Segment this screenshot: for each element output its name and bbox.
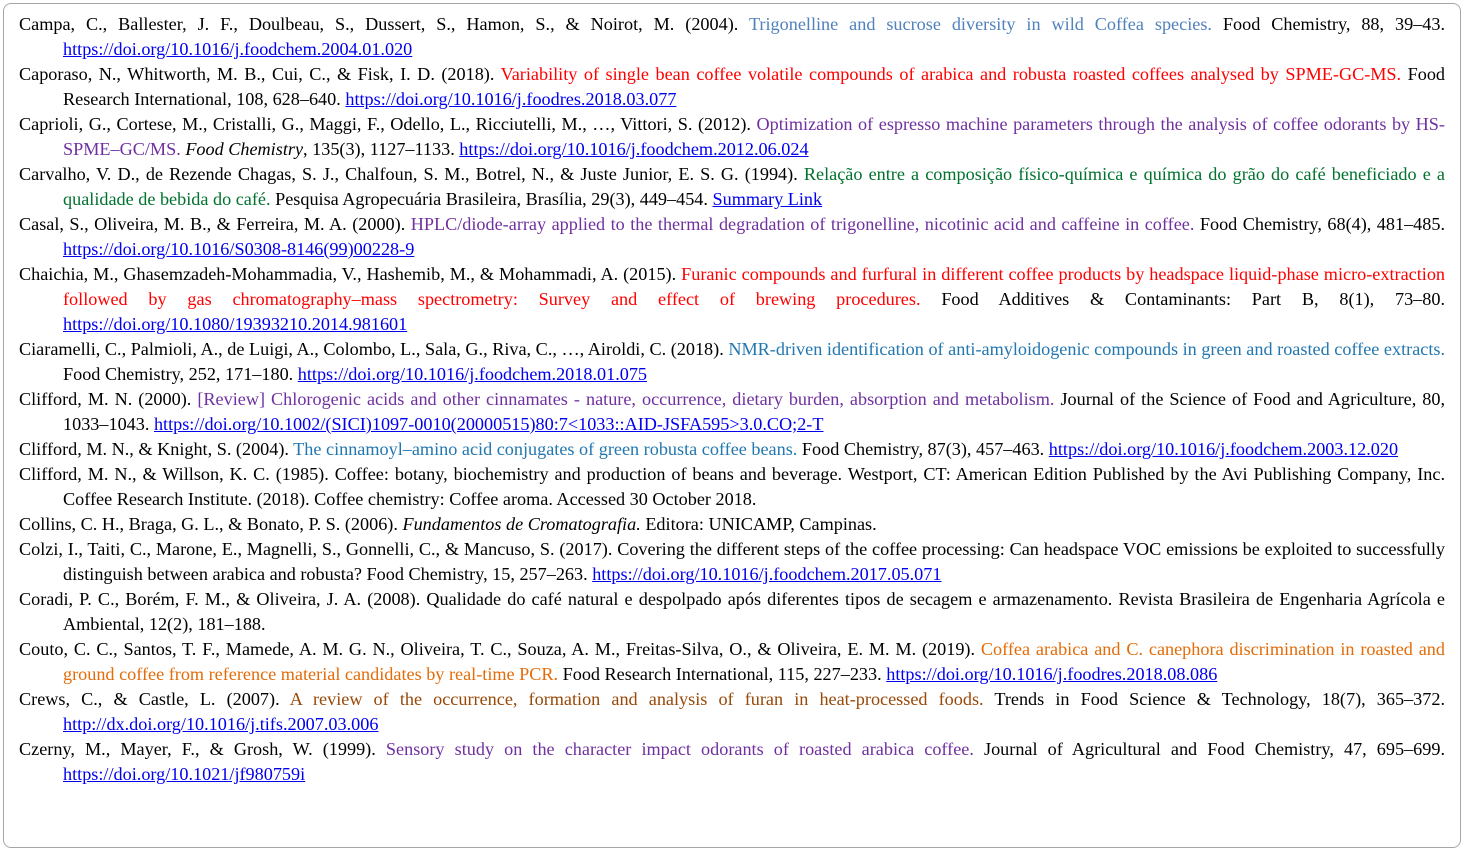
ref-title: [Review] Chlorogenic acids and other cinnamates - nature, occurrence, dietary burden, absorption and metabolism. (197, 389, 1055, 409)
ref-source: , 135(3), 1127–1133. (303, 139, 455, 159)
ref-source: Trends in Food Science & Technology, 18(7), 365–372. (994, 689, 1445, 709)
reference-carvalho-1994 (19, 162, 1445, 212)
ref-text: Colzi, I., Taiti, C., Marone, E., Magnelli, S., Gonnelli, C., & Mancuso, S. (2017). Covering the different steps of the coffee processing: Can headspace VOC emissions be exploited to successfully distinguish between arabica and robusta? Food Chemistry, 15, 257–263. (19, 539, 1445, 584)
doi-link[interactable]: https://doi.org/10.1080/19393210.2014.981601 (63, 314, 408, 334)
reference-clifford-knight-2004 (19, 437, 1445, 462)
ref-title: Coffea arabica and C. canephora discrimination in roasted and ground coffee from reference material candidates by real-time PCR. (63, 639, 1445, 684)
ref-title: NMR-driven identification of anti-amyloidogenic compounds in green and roasted coffee extracts. (728, 339, 1446, 359)
reference-campa-2004 (19, 12, 1445, 62)
ref-title: Optimization of espresso machine parameters through the analysis of coffee odorants by HS-SPME–GC/MS. (63, 114, 1445, 159)
ref-source: Food Chemistry, 87(3), 457–463. (801, 439, 1045, 459)
reference-ciaramelli-2018 (19, 337, 1445, 387)
reference-clifford-2000 (19, 387, 1445, 437)
ref-source: Journal of Agricultural and Food Chemistry, 47, 695–699. (984, 739, 1446, 759)
reference-caporaso-2018 (19, 62, 1445, 112)
ref-source: Food Research International, 115, 227–233. (562, 664, 882, 684)
doi-link[interactable]: http://dx.doi.org/10.1016/j.tifs.2007.03.006 (63, 714, 379, 734)
ref-authors: Carvalho, V. D., de Rezende Chagas, S. J., Chalfoun, S. M., Botrel, N., & Juste Junior, E. S. G. (1994). (19, 164, 798, 184)
reference-casal-2000 (19, 212, 1445, 262)
reference-colzi-2017 (19, 537, 1445, 587)
ref-source: Journal of the Science of Food and Agriculture, 80, 1033–1043. (63, 389, 1446, 434)
reference-list (19, 12, 1445, 787)
doi-link[interactable]: https://doi.org/10.1016/j.foodchem.2012.06.024 (459, 139, 809, 159)
ref-title: HPLC/diode-array applied to the thermal degradation of trigonelline, nicotinic acid and caffeine in coffee. (410, 214, 1195, 234)
ref-authors: Czerny, M., Mayer, F., & Grosh, W. (1999). (19, 739, 376, 759)
summary-link[interactable]: Summary Link (712, 189, 823, 209)
ref-title: The cinnamoyl–amino acid conjugates of green robusta coffee beans. (293, 439, 798, 459)
doi-link[interactable]: https://doi.org/10.1016/j.foodchem.2003.12.020 (1048, 439, 1399, 459)
reference-clifford-willson-1985 (19, 462, 1445, 512)
doi-link[interactable]: https://doi.org/10.1016/j.foodchem.2018.01.075 (297, 364, 648, 384)
reference-coradi-2008 (19, 587, 1445, 637)
ref-title: Sensory study on the character impact odorants of roasted arabica coffee. (385, 739, 974, 759)
ref-title: Furanic compounds and furfural in different coffee products by headspace liquid-phase micro-extraction followed by gas chromatography–mass spectrometry: Survey and effect of brewing procedures. (63, 264, 1446, 309)
reference-czerny-1999 (19, 737, 1445, 787)
ref-journal: Food Chemistry (185, 139, 304, 159)
ref-authors: Chaichia, M., Ghasemzadeh-Mohammadia, V., Hashemib, M., & Mohammadi, A. (2015). (19, 264, 677, 284)
reference-couto-2019 (19, 637, 1445, 687)
doi-link[interactable]: https://doi.org/10.1002/(SICI)1097-0010(20000515)80:7<1033::AID-JSFA595>3.0.CO;2-T (153, 414, 824, 434)
ref-title: A review of the occurrence, formation and analysis of furan in heat-processed foods. (289, 689, 984, 709)
doi-link[interactable]: https://doi.org/10.1016/S0308-8146(99)00228-9 (63, 239, 415, 259)
ref-authors: Caprioli, G., Cortese, M., Cristalli, G., Maggi, F., Odello, L., Ricciutelli, M., …, Vittori, S. (2012). (19, 114, 751, 134)
doi-link[interactable]: https://doi.org/10.1016/j.foodchem.2004.01.020 (63, 39, 413, 59)
ref-source: Editora: UNICAMP, Campinas. (645, 514, 877, 534)
ref-source: Food Additives & Contaminants: Part B, 8(1), 73–80. (941, 289, 1446, 309)
reference-chaichia-2015 (19, 262, 1445, 337)
ref-source: Food Research International, 108, 628–640. (63, 64, 1446, 109)
ref-authors: Clifford, M. N. (2000). (19, 389, 192, 409)
ref-authors: Collins, C. H., Braga, G. L., & Bonato, P. S. (2006). (19, 514, 398, 534)
ref-authors: Clifford, M. N., & Knight, S. (2004). (19, 439, 289, 459)
ref-source: Food Chemistry, 88, 39–43. (1222, 14, 1446, 34)
ref-title: Variability of single bean coffee volatile compounds of arabica and robusta roasted coffees analysed by SPME-GC-MS. (500, 64, 1402, 84)
ref-authors: Campa, C., Ballester, J. F., Doulbeau, S., Dussert, S., Hamon, S., & Noirot, M. (2004). (19, 14, 739, 34)
doi-link[interactable]: https://doi.org/10.1016/j.foodres.2018.08.086 (886, 664, 1218, 684)
ref-title: Relação entre a composição físico-química e química do grão do café beneficiado e a qualidade de bebida do café. (63, 164, 1445, 209)
doi-link[interactable]: https://doi.org/10.1016/j.foodres.2018.03.077 (345, 89, 677, 109)
ref-text: Coradi, P. C., Borém, F. M., & Oliveira, J. A. (2008). Qualidade do café natural e despolpado após diferentes tipos de secagem e armazenamento. Revista Brasileira de Engenharia Agrícola e Ambiental, 12(2), 181–188. (19, 589, 1445, 634)
ref-source: Food Chemistry, 252, 171–180. (63, 364, 294, 384)
reference-caprioli-2012 (19, 112, 1445, 162)
ref-authors: Crews, C., & Castle, L. (2007). (19, 689, 280, 709)
ref-authors: Couto, C. C., Santos, T. F., Mamede, A. M. G. N., Oliveira, T. C., Souza, A. M., Freitas-Silva, O., & Oliveira, E. M. M. (2019). (19, 639, 976, 659)
ref-source: Pesquisa Agropecuária Brasileira, Brasília, 29(3), 449–454. (275, 189, 708, 209)
ref-authors: Ciaramelli, C., Palmioli, A., de Luigi, A., Colombo, L., Sala, G., Riva, C., …, Airoldi, C. (2018). (19, 339, 724, 359)
ref-title: Trigonelline and sucrose diversity in wild Coffea species. (748, 14, 1212, 34)
ref-authors: Casal, S., Oliveira, M. B., & Ferreira, M. A. (2000). (19, 214, 406, 234)
ref-source: Food Chemistry, 68(4), 481–485. (1199, 214, 1446, 234)
ref-authors: Caporaso, N., Whitworth, M. B., Cui, C., & Fisk, I. D. (2018). (19, 64, 495, 84)
ref-journal: Fundamentos de Cromatografia. (402, 514, 641, 534)
ref-text: Clifford, M. N., & Willson, K. C. (1985). Coffee: botany, biochemistry and production of beans and beverage. Westport, CT: American Edition Published by the Avi Publishing Company, Inc. Coffee Research Institute. (2018). Coffee chemistry: Coffee aroma. Accessed 30 October 2018. (19, 464, 1445, 509)
reference-collins-2006 (19, 512, 1445, 537)
doi-link[interactable]: https://doi.org/10.1021/jf980759i (63, 764, 306, 784)
doi-link[interactable]: https://doi.org/10.1016/j.foodchem.2017.05.071 (592, 564, 942, 584)
reference-crews-2007 (19, 687, 1445, 737)
